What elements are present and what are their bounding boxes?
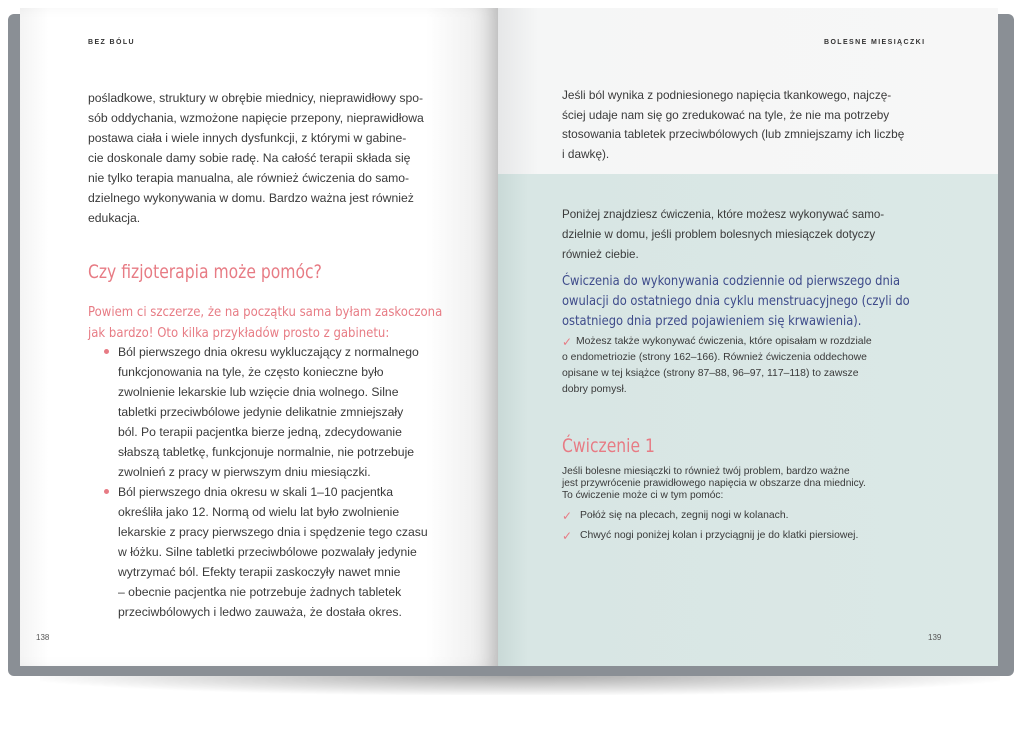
check-icon: ✓: [562, 529, 573, 543]
check-icon: ✓: [562, 335, 573, 349]
text-line: słabszą tabletkę, funkcjonuje normalnie, nie potrzebuje: [118, 445, 415, 459]
text-line: opisane w tej książce (strony 87–88, 96–97, 117–118) to zawsze: [562, 368, 859, 379]
list-item: [562, 506, 942, 526]
bullet-dot-icon: [104, 349, 109, 354]
right-page: [498, 8, 998, 666]
text-line: wytrzymać ból. Efekty terapii zaskoczyły nawet mnie: [118, 565, 401, 579]
left-intro-paragraph: [88, 88, 458, 228]
text-line: ból. Po terapii pacjentka bierze jedną, zdecydowanie: [118, 425, 402, 439]
text-line: jest przywrócenie prawidłowego napięcia w obszarze dna miednicy.: [562, 478, 866, 489]
left-running-head: BEZ BÓLU: [88, 39, 135, 46]
exercises-lead: [562, 272, 923, 332]
bullet-dot-icon: [104, 489, 109, 494]
lead-line: Powiem ci szczerze, że na początku sama byłam zaskoczona: [88, 304, 443, 320]
step-text: Chwyć nogi poniżej kolan i przyciągnij je do klatki piersiowej.: [580, 530, 859, 541]
lead-line: ostatniego dnia przed pojawieniem się krwawienia).: [562, 314, 862, 329]
text-line: Ból pierwszego dnia okresu wykluczający z normalnego: [118, 345, 419, 359]
text-line: w łóżku. Silne tabletki przeciwbólowe pozwalały jedynie: [118, 545, 417, 559]
list-item: [118, 482, 458, 622]
text-line: stosowania tabletek przeciwbólowych (lub zmniejszamy ich liczbę: [562, 127, 905, 141]
left-page: [20, 8, 498, 666]
step-text: Połóż się na plecach, zegnij nogi w kolanach.: [580, 510, 789, 521]
text-line: dobry pomysł.: [562, 384, 627, 395]
note-paragraph: [562, 334, 932, 398]
text-line: zwolnienie lekarskie lub wzięcie dnia wolnego. Silne: [118, 385, 399, 399]
left-page-number: 138: [36, 633, 50, 642]
lead-line: jak bardzo! Oto kilka przykładów prosto z gabinetu:: [88, 325, 390, 341]
right-top-paragraph: [562, 86, 942, 164]
example-list: [118, 342, 458, 622]
text-line: Ból pierwszego dnia okresu w skali 1–10 pacjentka: [118, 485, 394, 499]
lead-line: Ćwiczenia do wykonywania codziennie od pierwszego dnia: [562, 274, 901, 289]
text-line: Jeśli bolesne miesiączki to również twój problem, bardzo ważne: [562, 466, 850, 477]
text-line: dzielnie w domu, jeśli problem bolesnych miesiączek dotyczy: [562, 228, 876, 241]
section-heading: Czy fizjoterapia może pomóc?: [88, 261, 322, 283]
text-line: postawa ciała i wiele innych dysfunkcji, z którymi w gabine-: [88, 131, 407, 145]
text-line: i dawkę).: [562, 146, 610, 161]
text-line: Możesz także wykonywać ćwiczenia, które opisałam w rozdziale: [576, 336, 872, 347]
text-line: określiła jako 12. Normą od wielu lat było zwolnienie: [118, 505, 400, 519]
text-line: nie tylko terapia manualna, ale również ćwiczenia do samo-: [88, 171, 410, 185]
text-line: również ciebie.: [562, 248, 639, 261]
check-icon: ✓: [562, 509, 573, 523]
text-line: sób oddychania, wzmożone napięcie przepony, nieprawidłowa: [88, 111, 424, 125]
text-line: o endometriozie (strony 162–166). Również ćwiczenia oddechowe: [562, 352, 867, 363]
exercise-description: [562, 466, 942, 502]
text-line: – obecnie pacjentka nie potrzebuje żadnych tabletek: [118, 585, 402, 599]
text-line: dzielnego wykonywania w domu. Bardzo ważna jest również: [88, 191, 414, 205]
list-item: [118, 342, 458, 482]
text-line: tabletki przeciwbólowe jedynie delikatnie zmniejszały: [118, 405, 404, 419]
text-line: przeciwbólowych i ledwo zauważa, że dostała okres.: [118, 605, 402, 619]
text-line: lekarskie z pracy pierwszego dnia i spędzenie tego czasu: [118, 525, 428, 539]
text-line: Poniżej znajdziesz ćwiczenia, które możesz wykonywać samo-: [562, 208, 885, 221]
text-line: To ćwiczenie może ci w tym pomóc:: [562, 490, 724, 501]
exercise-steps: [562, 506, 942, 546]
list-item: [562, 526, 942, 546]
right-running-head: BOLESNE MIESIĄCZKI: [824, 39, 926, 46]
text-line: funkcjonowania na tyle, że często konieczne było: [118, 365, 384, 379]
right-page-number: 139: [928, 633, 942, 642]
text-line: cie doskonale damy sobie radę. Na całość terapii składa się: [88, 151, 411, 165]
lead-line: owulacji do ostatniego dnia cyklu menstruacyjnego (czyli do: [562, 294, 910, 309]
section-lead: [88, 302, 449, 344]
exercises-intro-paragraph: [562, 205, 942, 265]
exercise-heading: Ćwiczenie 1: [562, 435, 655, 457]
text-line: ściej udaje nam się go zredukować na tyle, że nie ma potrzeby: [562, 107, 890, 122]
text-line: Jeśli ból wynika z podniesionego napięcia tkankowego, najczę-: [562, 88, 892, 102]
text-line: zwolnień z pracy w pierwszym dniu miesiączki.: [118, 465, 371, 479]
text-line: edukacja.: [88, 211, 141, 225]
text-line: pośladkowe, struktury w obrębie miednicy, nieprawidłowy spo-: [88, 91, 424, 105]
